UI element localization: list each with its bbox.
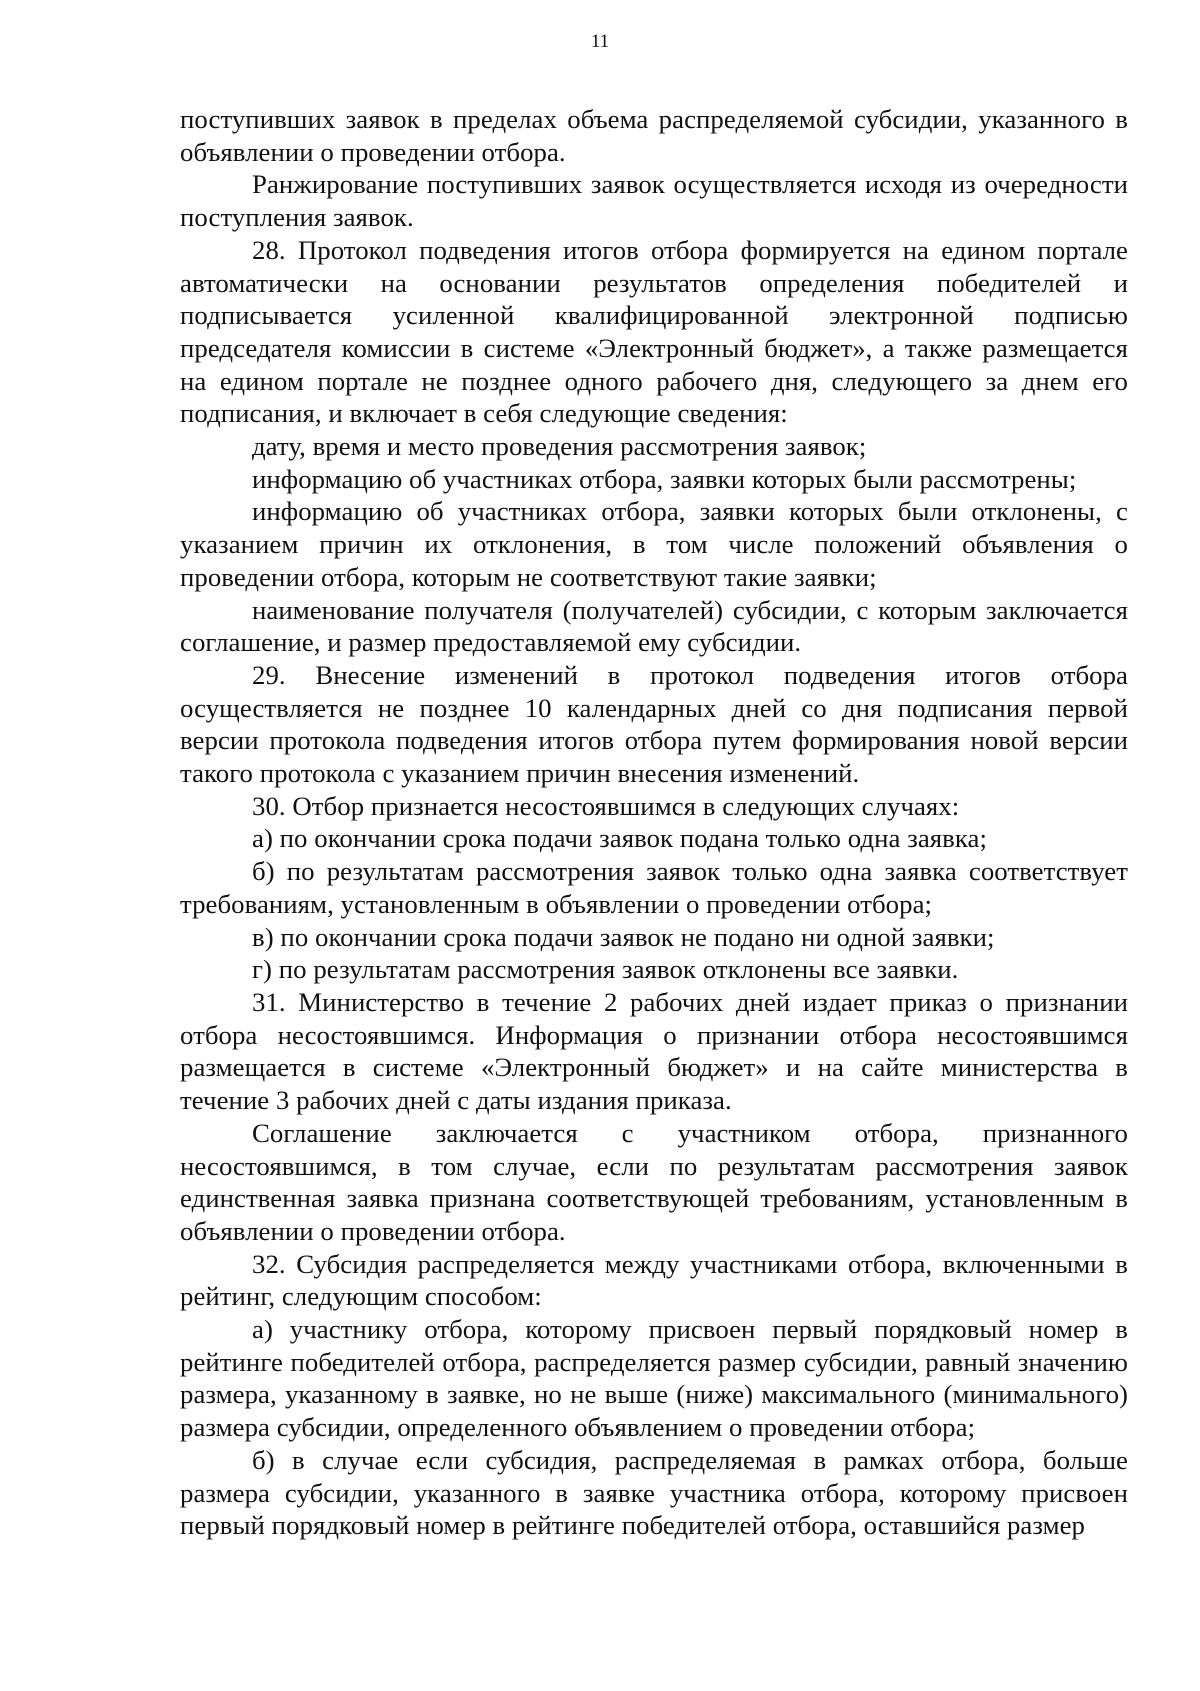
paragraph-30: 30. Отбор признается несостоявшимся в следующих случаях: bbox=[252, 790, 960, 821]
paragraph-28-item-rejected: информацию об участниках отбора, заявки которых были отклонены, с указанием причин их отклонения, в том числе положений объявления о проведении отбора, которым не соответствуют такие заявки; bbox=[180, 496, 1128, 592]
paragraph-28-item-reviewed: информацию об участниках отбора, заявки которых были рассмотрены; bbox=[252, 463, 1077, 494]
document-body bbox=[180, 103, 1128, 1542]
paragraph-28-item-date: дату, время и место проведения рассмотрения заявок; bbox=[252, 431, 867, 462]
paragraph-30-item-g: г) по результатам рассмотрения заявок отклонены все заявки. bbox=[252, 954, 959, 985]
paragraph-29: 29. Внесение изменений в протокол подведения итогов отбора осуществляется не позднее 10 календарных дней со дня подписания первой версии протокола подведения итогов отбора путем формирования новой версии такого протокола с указанием причин внесения изменений. bbox=[180, 659, 1128, 789]
paragraph-30-item-a: а) по окончании срока подачи заявок подана только одна заявка; bbox=[252, 823, 987, 854]
paragraph-28-item-recipient: наименование получателя (получателей) субсидии, с которым заключается соглашение, и размер предоставляемой ему субсидии. bbox=[180, 594, 1128, 658]
paragraph-28: 28. Протокол подведения итогов отбора формируется на едином портале автоматически на основании результатов определения победителей и подписывается усиленной квалифицированной электронной подписью председателя комиссии в системе «Электронный бюджет», а также размещается на едином портале не позднее одного рабочего дня, следующего за днем его подписания, и включает в себя следующие сведения: bbox=[180, 234, 1128, 429]
paragraph-30-item-b: б) по результатам рассмотрения заявок только одна заявка соответствует требованиям, установленным в объявлении о проведении отбора; bbox=[180, 856, 1128, 919]
paragraph-ranking: Ранжирование поступивших заявок осуществляется исходя из очередности поступления заявок. bbox=[180, 169, 1128, 233]
paragraph-31: 31. Министерство в течение 2 рабочих дней издает приказ о признании отбора несостоявшимся. Информация о признании отбора несостоявшимся размещается в системе «Электронный бюджет» и на сайте министерства в течение 3 рабочих дней с даты издания приказа. bbox=[180, 986, 1128, 1116]
page-number: 11 bbox=[590, 31, 610, 52]
paragraph-30-item-v: в) по окончании срока подачи заявок не подано ни одной заявки; bbox=[252, 921, 995, 952]
paragraph-32-item-a: а) участнику отбора, которому присвоен первый порядковый номер в рейтинге победителей отбора, распределяется размер субсидии, равный значению размера, указанному в заявке, но не выше (ниже) максимального (минимального) размера субсидии, определенного объявлением о проведении отбора; bbox=[180, 1314, 1128, 1443]
paragraph-32: 32. Субсидия распределяется между участниками отбора, включенными в рейтинг, следующим способом: bbox=[180, 1248, 1128, 1312]
paragraph-continuation: поступивших заявок в пределах объема распределяемой субсидии, указанного в объявлении о проведении отбора. bbox=[180, 104, 1128, 167]
paragraph-32-item-b: б) в случае если субсидия, распределяемая в рамках отбора, больше размера субсидии, указанного в заявке участника отбора, которому присвоен первый порядковый номер в рейтинге победителей отбора, оставшийся размер bbox=[180, 1444, 1128, 1541]
paragraph-agreement: Соглашение заключается с участником отбора, признанного несостоявшимся, в том случае, если по результатам рассмотрения заявок единственная заявка признана соответствующей требованиям, установленным в объявлении о проведении отбора. bbox=[180, 1117, 1128, 1246]
